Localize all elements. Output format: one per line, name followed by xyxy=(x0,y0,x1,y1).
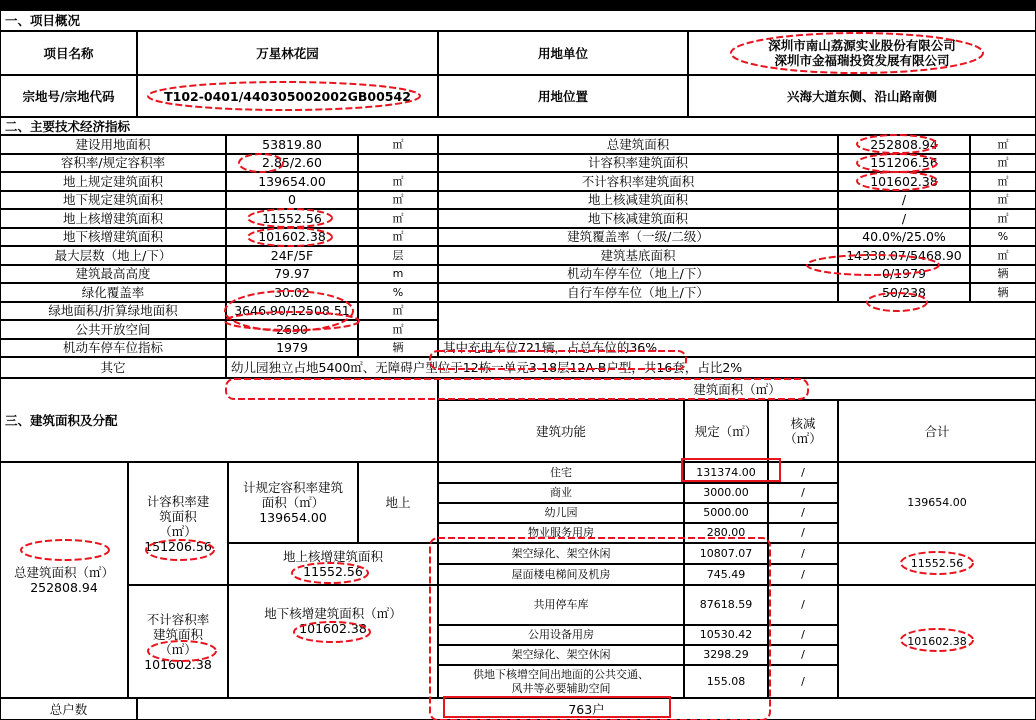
land-location-value: 兴海大道东侧、沿山路南侧 xyxy=(688,75,1036,117)
indicator-label: 绿地面积/折算绿地面积 xyxy=(0,302,226,321)
building-area-header: 建筑面积（㎡） xyxy=(438,378,1036,400)
function-row-reduced: / xyxy=(768,625,838,645)
section-title-overview: 一、项目概况 xyxy=(0,10,1036,31)
function-row-regulated: 155.08 xyxy=(684,665,768,698)
function-row-reduced: / xyxy=(768,503,838,523)
households-value: 763户 xyxy=(137,698,1036,720)
total-header: 合计 xyxy=(838,400,1036,462)
function-row-reduced: / xyxy=(768,483,838,503)
far-area-value: 151206.56 xyxy=(144,538,212,554)
function-row-regulated: 10807.07 xyxy=(684,543,768,564)
indicator-label: 建筑最高高度 xyxy=(0,265,226,284)
function-row-regulated: 87618.59 xyxy=(684,585,768,625)
indicator-unit: ㎡ xyxy=(358,228,438,247)
indicator-unit: ㎡ xyxy=(970,172,1036,191)
indicator-value: 252808.94 xyxy=(838,135,970,154)
indicator-value: 24F/5F xyxy=(226,246,358,265)
indicator-unit: ㎡ xyxy=(358,191,438,210)
sum-under-added: 101602.38 xyxy=(838,585,1036,698)
indicator-value: / xyxy=(838,191,970,210)
indicator-value: 2.85/2.60 xyxy=(226,154,358,173)
indicator-unit: % xyxy=(358,283,438,302)
under-added-cell xyxy=(228,585,438,698)
function-row-label: 商业 xyxy=(438,483,684,503)
under-added-label: 地下核增建筑面积（㎡） xyxy=(264,606,402,621)
indicator-label: 计容积率建筑面积 xyxy=(438,154,838,173)
indicator-value: 0 xyxy=(226,191,358,210)
indicator-unit: ㎡ xyxy=(358,320,438,339)
indicator-unit: 层 xyxy=(358,246,438,265)
indicator-value: 2690 xyxy=(226,320,358,339)
non-far-label: 不计容积率 建筑面积 （㎡） xyxy=(146,611,210,657)
function-row-label: 物业服务用房 xyxy=(438,523,684,543)
parcel-code-label: 宗地号/宗地代码 xyxy=(0,75,137,117)
indicator-value: 3646.90/12508.51 xyxy=(226,302,358,321)
function-row-label: 架空绿化、架空休闲 xyxy=(438,645,684,665)
regulated-header: 规定（㎡） xyxy=(684,400,768,462)
indicator-label: 地上核增建筑面积 xyxy=(0,209,226,228)
far-area-cell xyxy=(128,462,228,585)
indicator-unit: ㎡ xyxy=(970,191,1036,210)
indicator-value: 30.02 xyxy=(226,283,358,302)
function-row-regulated: 10530.42 xyxy=(684,625,768,645)
function-header: 建筑功能 xyxy=(438,400,684,462)
indicator-unit: % xyxy=(970,228,1036,247)
under-added-value: 101602.38 xyxy=(299,621,367,636)
empty-area xyxy=(438,302,1036,339)
above-added-value: 11552.56 xyxy=(303,564,363,579)
indicator-value: 139654.00 xyxy=(226,172,358,191)
indicator-unit: ㎡ xyxy=(358,209,438,228)
indicator-label: 容积率/规定容积率 xyxy=(0,154,226,173)
function-row-regulated: 745.49 xyxy=(684,564,768,585)
indicator-label: 机动车停车位（地上/下） xyxy=(438,265,838,284)
indicator-unit xyxy=(358,154,438,173)
function-row-regulated: 5000.00 xyxy=(684,503,768,523)
indicator-value: 14338.07/5468.90 xyxy=(838,246,970,265)
indicator-label: 机动车停车位指标 xyxy=(0,339,226,358)
project-name-value: 万星林花园 xyxy=(137,31,438,75)
indicator-label: 地上规定建筑面积 xyxy=(0,172,226,191)
indicator-label: 地下核减建筑面积 xyxy=(438,209,838,228)
project-name-label: 项目名称 xyxy=(0,31,137,75)
indicator-unit: ㎡ xyxy=(358,172,438,191)
other-text: 幼儿园独立占地5400㎡、无障碍户型位于12栋一单元3-18层12A-B户型，共16套，占比2% xyxy=(226,357,1036,378)
land-location-label: 用地位置 xyxy=(438,75,688,117)
indicator-value: 53819.80 xyxy=(226,135,358,154)
indicator-value: 101602.38 xyxy=(838,172,970,191)
indicator-unit: ㎡ xyxy=(970,209,1036,228)
sum-above-ground: 139654.00 xyxy=(838,462,1036,543)
indicator-value: / xyxy=(838,209,970,228)
section-title-indicators: 二、主要技术经济指标 xyxy=(0,117,1036,135)
section-title-distribution: 三、建筑面积及分配 xyxy=(0,378,438,462)
non-far-value: 101602.38 xyxy=(144,656,212,672)
indicator-unit: ㎡ xyxy=(358,302,438,321)
function-row-label: 屋面楼电梯间及机房 xyxy=(438,564,684,585)
function-row-reduced: / xyxy=(768,645,838,665)
function-row-regulated: 131374.00 xyxy=(684,462,768,483)
indicator-value: 40.0%/25.0% xyxy=(838,228,970,247)
indicator-unit: 辆 xyxy=(358,339,438,358)
function-row-label: 架空绿化、架空休闲 xyxy=(438,543,684,564)
regulated-far-value: 139654.00 xyxy=(259,510,327,525)
parcel-code-value: T102-0401/440305002002GB00542 xyxy=(137,75,438,117)
far-area-label: 计容积率建 筑面积 （㎡） xyxy=(146,493,210,539)
function-row-reduced: / xyxy=(768,523,838,543)
regulated-far-label: 计规定容积率建筑 面积（㎡） xyxy=(242,480,343,510)
indicator-unit: 辆 xyxy=(970,265,1036,284)
function-row-label: 共用停车库 xyxy=(438,585,684,625)
indicator-label: 地上核减建筑面积 xyxy=(438,191,838,210)
regulated-far-cell xyxy=(228,462,358,543)
charging-space-note: 其中充电车位721辆，占总车位的36% xyxy=(438,339,1036,358)
above-ground-label: 地上 xyxy=(358,462,438,543)
sum-above-added: 11552.56 xyxy=(838,543,1036,585)
above-added-label: 地上核增建筑面积 xyxy=(282,549,383,564)
land-user-company: 深圳市南山荔源实业股份有限公司 xyxy=(768,38,956,53)
function-row-reduced: / xyxy=(768,585,838,625)
function-row-regulated: 3298.29 xyxy=(684,645,768,665)
indicator-label: 不计容积率建筑面积 xyxy=(438,172,838,191)
indicator-value: 50/238 xyxy=(838,283,970,302)
land-user-company: 深圳市金福瑞投资发展有限公司 xyxy=(774,53,950,68)
indicator-label: 总建筑面积 xyxy=(438,135,838,154)
function-row-reduced: / xyxy=(768,543,838,564)
indicator-label: 最大层数（地上/下） xyxy=(0,246,226,265)
function-row-reduced: / xyxy=(768,564,838,585)
indicator-label: 自行车停车位（地上/下） xyxy=(438,283,838,302)
indicator-value: 101602.38 xyxy=(226,228,358,247)
indicator-unit: 辆 xyxy=(970,283,1036,302)
land-user-label: 用地单位 xyxy=(438,31,688,75)
function-row-reduced: / xyxy=(768,665,838,698)
non-far-area-cell xyxy=(128,585,228,698)
reduced-header: 核减 （㎡） xyxy=(768,400,838,462)
land-user-value xyxy=(688,31,1036,75)
total-area-cell xyxy=(0,462,128,698)
total-area-value: 252808.94 xyxy=(30,580,98,595)
function-row-label: 住宅 xyxy=(438,462,684,483)
indicator-value: 1979 xyxy=(226,339,358,358)
indicator-value: 151206.56 xyxy=(838,154,970,173)
indicator-value: 0/1979 xyxy=(838,265,970,284)
indicator-unit: m xyxy=(358,265,438,284)
function-row-label: 公用设备用房 xyxy=(438,625,684,645)
indicator-unit: ㎡ xyxy=(358,135,438,154)
indicator-label: 地下规定建筑面积 xyxy=(0,191,226,210)
function-row-reduced: / xyxy=(768,462,838,483)
top-border-bar xyxy=(0,0,1036,10)
indicator-unit: ㎡ xyxy=(970,135,1036,154)
indicator-label: 建筑基底面积 xyxy=(438,246,838,265)
indicator-label: 公共开放空间 xyxy=(0,320,226,339)
function-row-label: 幼儿园 xyxy=(438,503,684,523)
total-area-label: 总建筑面积（㎡） xyxy=(13,565,114,580)
indicator-label: 建筑覆盖率（一级/二级） xyxy=(438,228,838,247)
indicator-label: 建设用地面积 xyxy=(0,135,226,154)
function-row-regulated: 3000.00 xyxy=(684,483,768,503)
households-label: 总户数 xyxy=(0,698,137,720)
indicator-unit: ㎡ xyxy=(970,246,1036,265)
other-label: 其它 xyxy=(0,357,226,378)
function-row-label: 供地下核增空间出地面的公共交通、 风井等必要辅助空间 xyxy=(438,665,684,698)
indicator-label: 地下核增建筑面积 xyxy=(0,228,226,247)
indicator-value: 11552.56 xyxy=(226,209,358,228)
above-added-cell xyxy=(228,543,438,585)
indicator-value: 79.97 xyxy=(226,265,358,284)
indicator-label: 绿化覆盖率 xyxy=(0,283,226,302)
indicator-unit: ㎡ xyxy=(970,154,1036,173)
function-row-regulated: 280.00 xyxy=(684,523,768,543)
